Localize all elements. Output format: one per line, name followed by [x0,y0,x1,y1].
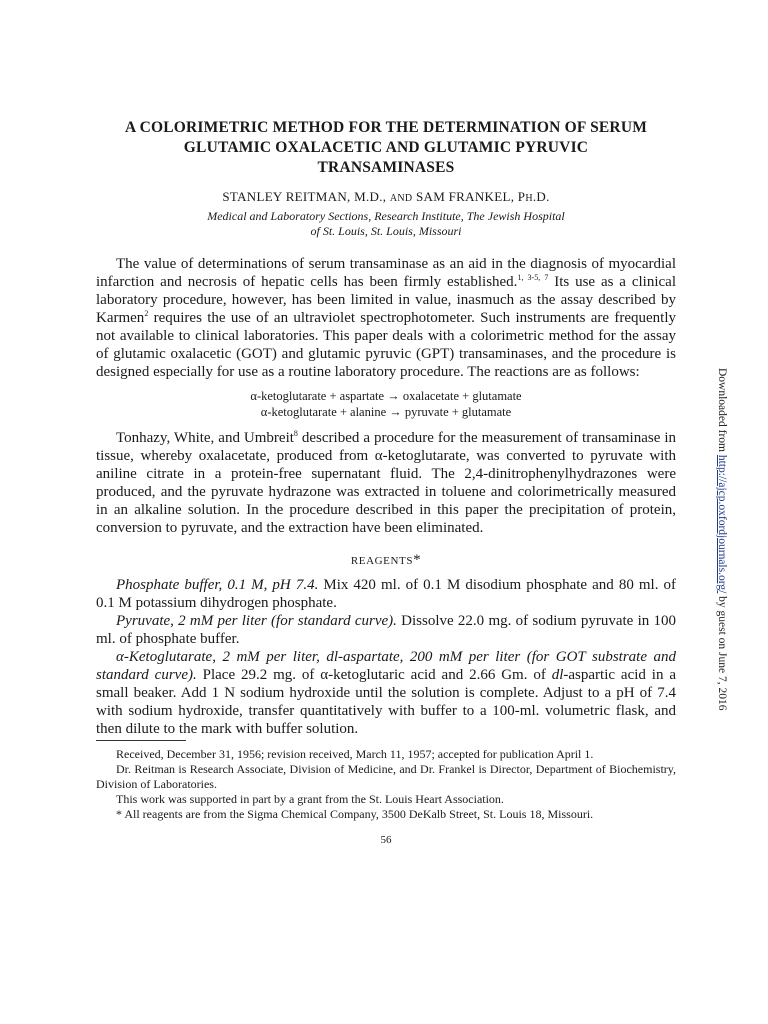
reagent-3-text-2: -aspartic acid in a small beaker. Add 1 N sodium hydroxide until the solution is complete. Adjust to a pH of 7.4 with sodium hydroxide, transfer quantitatively with buffer to a 100-ml. volumetric flask, and then dilute to the mark with buffer solution. [96,667,677,737]
title-line-1: A COLORIMETRIC METHOD FOR THE DETERMINATION OF SERUM [124,119,648,136]
article-body [96,255,676,738]
reagents-heading-text: REAGENTS [350,555,414,567]
citation-2: 2 [144,309,149,318]
reaction-equations [96,388,676,420]
journal-link[interactable]: http://ajcp.oxfordjournals.org/ [716,454,728,594]
author-2: SAM FRANKEL, P [416,189,526,204]
watermark-suffix: by guest on June 7, 2016 [716,593,728,711]
affiliation-line-2: of St. Louis, St. Louis, Missouri [310,224,462,238]
reagent-3-label: α-Ketoglutarate, 2 mM per liter, dl-aspartate, 200 mM per liter (for GOT substrate and standard curve). [96,649,676,683]
intro-text-3: requires the use of an ultraviolet spectrophotometer. Such instruments are frequently not available to clinical laboratories. This paper deals with a colorimetric method for the assay of glutamic oxalacetic (GOT) and glutamic pyruvic (GPT) transaminases, and the procedure is designed especially for use as a routine laboratory procedure. The reactions are as follows: [96,310,676,380]
reagents-footnote-marker: * [413,552,422,568]
watermark-prefix: Downloaded from [716,368,728,455]
method-text-2: described a procedure for the measurement of transaminase in tissue, whereby oxalacetate, produced from α-ketoglutarate, was converted to pyruvate with aniline citrate in a protein-free supernatant fluid. The 2,4-dinitrophenylhydrazones were produced, and the pyruvate hydrazone was extracted in toluene and colorimetrically measured in an alkaline solution. In the procedure described in this paper the precipitation of protein, conversion to pyruvate, and the extraction have been eliminated. [96,430,677,536]
paper-page [96,118,676,846]
footnote-reagents-source: * All reagents are from the Sigma Chemical Company, 3500 DeKalb Street, St. Louis 18, Missouri. [116,807,594,821]
footnote-divider [96,740,186,741]
author-degree-end: .D. [532,189,550,204]
download-watermark [716,368,728,711]
reagent-2-label: Pyruvate, 2 mM per liter (for standard curve). [116,613,397,629]
intro-text-1: The value of determinations of serum transaminase as an aid in the diagnosis of myocardial infarction and necrosis of hepatic cells has been firmly established. [96,256,676,290]
title-line-2: GLUTAMIC OXALACETIC AND GLUTAMIC PYRUVIC [183,139,589,156]
reaction-got: α-ketoglutarate + aspartate → oxalacetate + glutamate [250,389,522,403]
footnotes [96,747,676,822]
author-line [96,189,676,205]
page-number: 56 [380,834,392,846]
affiliation-line-1: Medical and Laboratory Sections, Research Institute, The Jewish Hospital [207,209,565,223]
footnote-affiliations: Dr. Reitman is Research Associate, Division of Medicine, and Dr. Frankel is Director, Department of Biochemistry, Division of Laboratories. [96,762,676,791]
method-text-1: Tonhazy, White, and Umbreit [116,430,294,446]
reagents-heading [96,551,676,570]
citation-8: 8 [293,429,298,438]
footnote-funding: This work was supported in part by a grant from the St. Louis Heart Association. [116,792,504,806]
reagent-phosphate-buffer [96,576,676,612]
reagent-1-text: Mix 420 ml. of 0.1 M disodium phosphate and 80 ml. of 0.1 M potassium dihydrogen phosphate. [96,577,676,611]
citation-1-3-5-7: 1, 3-5, 7 [517,273,549,282]
reagent-3-dl: dl [551,667,564,683]
author-1: STANLEY REITMAN, M.D., [222,189,387,204]
title-line-3: TRANSAMINASES [317,159,455,176]
footnote-received: Received, December 31, 1956; revision received, March 11, 1957; accepted for publication April 1. [116,747,594,761]
reaction-gpt: α-ketoglutarate + alanine → pyruvate + glutamate [260,405,512,419]
reagent-pyruvate [96,612,676,648]
author-conjunction: AND [389,193,413,204]
reagent-2-text: Dissolve 22.0 mg. of sodium pyruvate in 100 ml. of phosphate buffer. [96,613,676,647]
reagent-1-label: Phosphate buffer, 0.1 M, pH 7.4. [116,577,319,593]
intro-paragraph [96,255,676,381]
reagent-ketoglutarate [96,648,676,738]
paper-title [96,118,676,178]
method-paragraph [96,429,676,537]
affiliation [96,209,676,239]
intro-text-2: Its use as a clinical laboratory procedure, however, has been limited in value, inasmuch as the assay described by Karmen [96,274,676,326]
author-degree-sc: H [525,193,533,204]
reagent-3-text-1: Place 29.2 mg. of α-ketoglutaric acid and 2.66 Gm. of [196,667,552,683]
